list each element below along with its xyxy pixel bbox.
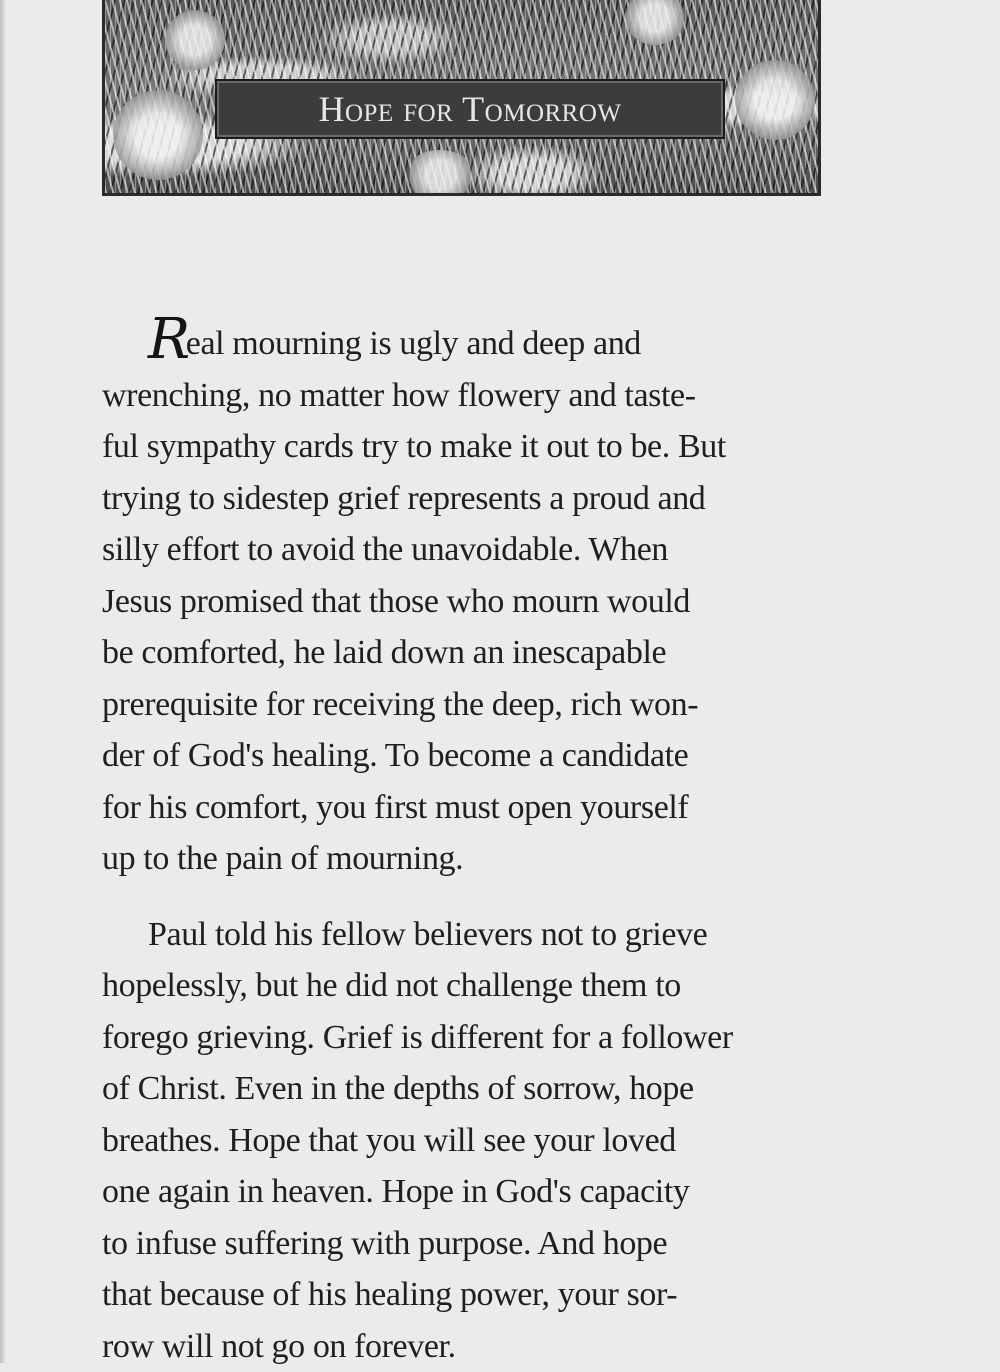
text-line: prerequisite for receiving the deep, rich won- <box>102 679 842 731</box>
drop-cap: R <box>148 320 190 360</box>
text-line: row will not go on forever. <box>102 1321 842 1372</box>
text-line-content: eal mourning is ugly and deep and <box>186 325 641 362</box>
page-edge-shadow <box>0 0 6 1363</box>
flower-image-bottom <box>405 150 475 196</box>
text-line: silly effort to avoid the unavoidable. When <box>102 524 842 576</box>
flower-image-right <box>735 60 815 140</box>
text-line: ful sympathy cards try to make it out to be. But <box>102 421 842 473</box>
flower-image-top-right <box>625 0 685 45</box>
flower-image-top-left <box>165 10 225 70</box>
text-line: trying to sidestep grief represents a proud and <box>102 473 842 525</box>
article-body <box>102 318 842 1372</box>
flower-image-left <box>113 90 203 180</box>
text-line: breathes. Hope that you will see your loved <box>102 1115 842 1167</box>
text-line: wrenching, no matter how flowery and taste- <box>102 370 842 422</box>
text-line: that because of his healing power, your sor- <box>102 1269 842 1321</box>
text-line: der of God's healing. To become a candidate <box>102 730 842 782</box>
text-line: be comforted, he laid down an inescapable <box>102 627 842 679</box>
text-line: for his comfort, you first must open yourself <box>102 782 842 834</box>
text-line: of Christ. Even in the depths of sorrow, hope <box>102 1063 842 1115</box>
paragraph-1 <box>102 318 842 885</box>
page-title: Hope for Tomorrow <box>318 88 621 130</box>
text-line: one again in heaven. Hope in God's capacity <box>102 1166 842 1218</box>
text-line: up to the pain of mourning. <box>102 833 842 885</box>
title-plate <box>215 79 725 139</box>
text-line <box>102 318 842 370</box>
paragraph-2 <box>102 909 842 1372</box>
text-line: Paul told his fellow believers not to grieve <box>102 909 842 961</box>
text-line: to infuse suffering with purpose. And hope <box>102 1218 842 1270</box>
header-banner <box>102 0 821 196</box>
text-line: Jesus promised that those who mourn would <box>102 576 842 628</box>
text-line: forego grieving. Grief is different for a follower <box>102 1012 842 1064</box>
text-line: hopelessly, but he did not challenge them to <box>102 960 842 1012</box>
